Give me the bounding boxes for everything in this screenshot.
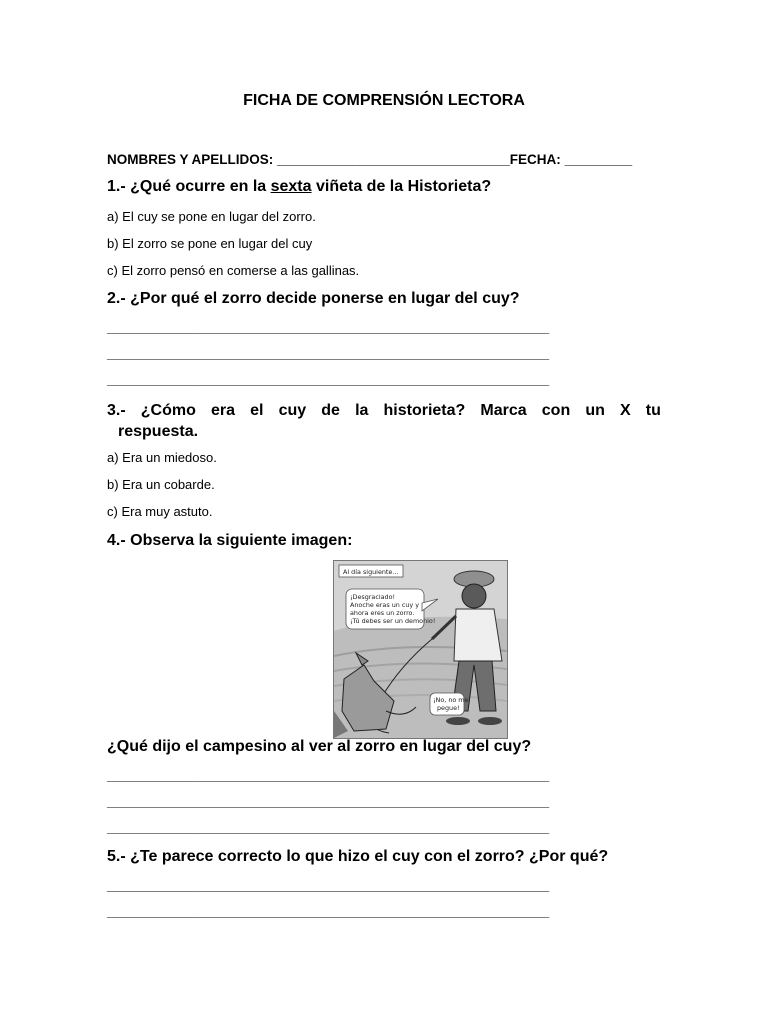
question-3-word: con: [541, 402, 571, 419]
names-label: NOMBRES Y APELLIDOS:: [107, 152, 274, 167]
question-3-word: un: [585, 402, 605, 419]
question-3-word: historieta?: [383, 402, 466, 419]
name-date-line: [107, 152, 632, 167]
question-3-option-c[interactable]: c) Era muy astuto.: [107, 504, 213, 519]
worksheet-title: FICHA DE COMPRENSIÓN LECTORA: [243, 92, 525, 109]
question-1: [107, 178, 491, 196]
question-1-option-b[interactable]: b) El zorro se pone en lugar del cuy: [107, 236, 313, 251]
question-1-suffix: viñeta de la Historieta?: [311, 178, 492, 195]
question-1-option-c[interactable]: c) El zorro pensó en comerse a las gallinas.: [107, 263, 360, 278]
answer-line[interactable]: ______________________________________________________________: [107, 820, 550, 835]
answer-line[interactable]: ______________________________________________________________: [107, 904, 550, 919]
answer-line[interactable]: ______________________________________________________________: [107, 372, 550, 387]
answer-line[interactable]: ______________________________________________________________: [107, 346, 550, 361]
fox-speech-line: pegue!: [437, 704, 460, 712]
date-blank[interactable]: _________: [564, 152, 633, 167]
question-3-word: la: [355, 402, 369, 419]
question-5: 5.- ¿Te parece correcto lo que hizo el cuy con el zorro? ¿Por qué?: [107, 848, 609, 865]
question-1-option-a[interactable]: a) El cuy se pone en lugar del zorro.: [107, 209, 316, 224]
question-4-followup: ¿Qué dijo el campesino al ver al zorro en lugar del cuy?: [107, 738, 532, 755]
farmer-speech-line: Anoche eras un cuy y: [350, 601, 419, 609]
question-1-underlined-word: sexta: [270, 178, 312, 195]
farmer-speech-line: ¡Desgraciado!: [350, 593, 396, 601]
comic-caption: Al día siguiente...: [343, 568, 399, 576]
question-2: 2.- ¿Por qué el zorro decide ponerse en lugar del cuy?: [107, 290, 520, 307]
question-3: [107, 400, 661, 442]
question-4: 4.- Observa la siguiente imagen:: [107, 532, 353, 549]
question-3-word: cuy: [278, 402, 307, 419]
question-3-word: ¿Cómo: [140, 402, 196, 419]
farmer-speech-line: ahora eres un zorro.: [350, 609, 415, 617]
comic-illustration: [334, 561, 507, 738]
question-3-option-b[interactable]: b) Era un cobarde.: [107, 477, 215, 492]
date-label: FECHA:: [509, 152, 561, 167]
names-blank[interactable]: _______________________________: [277, 152, 510, 167]
question-3-word: X: [620, 402, 631, 419]
comic-panel-image: [333, 560, 508, 739]
fox-speech-line: ¡No, no me: [433, 696, 469, 704]
answer-line[interactable]: ______________________________________________________________: [107, 320, 550, 335]
answer-line[interactable]: ______________________________________________________________: [107, 794, 550, 809]
question-3-line-1: [107, 400, 661, 421]
farmer-speech-line: ¡Tú debes ser un demonio!: [350, 617, 436, 625]
answer-line[interactable]: ______________________________________________________________: [107, 878, 550, 893]
question-3-word: tu: [645, 402, 661, 419]
question-3-line-2: respuesta.: [118, 423, 199, 440]
question-3-word: 3.-: [107, 402, 126, 419]
question-3-word: era: [211, 402, 236, 419]
answer-line[interactable]: ______________________________________________________________: [107, 768, 550, 783]
question-3-word: de: [321, 402, 340, 419]
question-3-word: Marca: [480, 402, 527, 419]
question-1-prefix: 1.- ¿Qué ocurre en la: [107, 178, 271, 195]
question-3-word: el: [250, 402, 264, 419]
question-3-option-a[interactable]: a) Era un miedoso.: [107, 450, 217, 465]
